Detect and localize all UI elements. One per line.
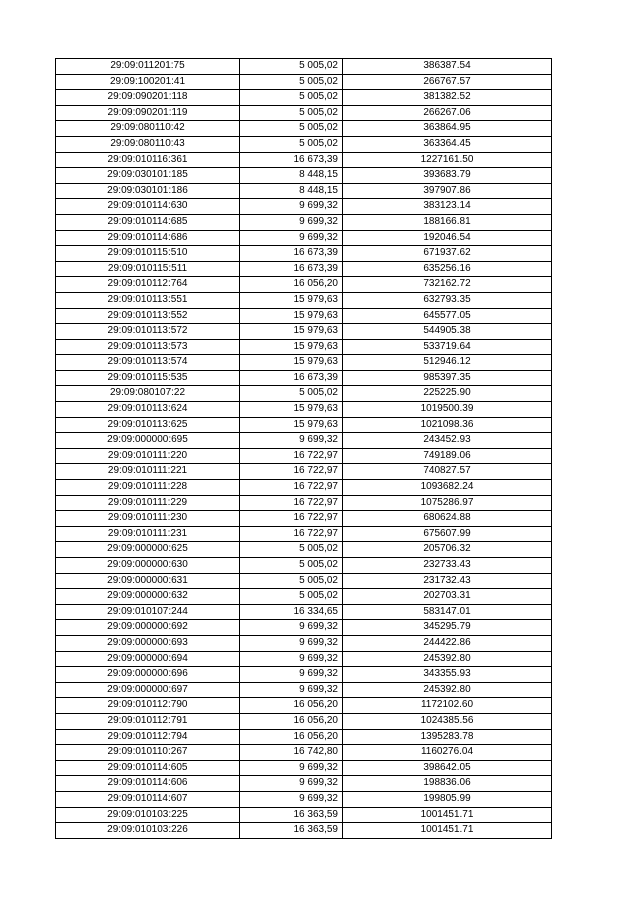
table-row	[56, 651, 552, 667]
value-cell: 1395283.78	[343, 729, 552, 745]
table-row	[56, 339, 552, 355]
cadastral-number-cell: 29:09:000000:630	[56, 558, 240, 574]
value-cell: 202703.31	[343, 589, 552, 605]
rate-cell: 9 699,32	[240, 433, 343, 449]
cadastral-number-cell: 29:09:010111:220	[56, 448, 240, 464]
table-row	[56, 417, 552, 433]
rate-cell: 15 979,63	[240, 355, 343, 371]
table-row	[56, 90, 552, 106]
value-cell: 343355.93	[343, 667, 552, 683]
rate-cell: 5 005,02	[240, 558, 343, 574]
cadastral-number-cell: 29:09:000000:697	[56, 682, 240, 698]
cadastral-number-cell: 29:09:010112:790	[56, 698, 240, 714]
cadastral-number-cell: 29:09:010113:574	[56, 355, 240, 371]
value-cell: 512946.12	[343, 355, 552, 371]
cadastral-number-cell: 29:09:010111:221	[56, 464, 240, 480]
rate-cell: 9 699,32	[240, 620, 343, 636]
cadastral-number-cell: 29:09:010113:572	[56, 324, 240, 340]
value-cell: 635256.16	[343, 261, 552, 277]
table-row	[56, 370, 552, 386]
cadastral-number-cell: 29:09:090201:118	[56, 90, 240, 106]
value-cell: 1024385.56	[343, 713, 552, 729]
cadastral-number-cell: 29:09:000000:632	[56, 589, 240, 605]
value-cell: 1227161.50	[343, 152, 552, 168]
rate-cell: 16 722,97	[240, 495, 343, 511]
value-cell: 345295.79	[343, 620, 552, 636]
table-row	[56, 791, 552, 807]
cadastral-number-cell: 29:09:010114:686	[56, 230, 240, 246]
table-row	[56, 713, 552, 729]
cadastral-number-cell: 29:09:010113:552	[56, 308, 240, 324]
value-cell: 198836.06	[343, 776, 552, 792]
rate-cell: 16 722,97	[240, 511, 343, 527]
rate-cell: 16 673,39	[240, 152, 343, 168]
table-row	[56, 745, 552, 761]
rate-cell: 15 979,63	[240, 292, 343, 308]
value-cell: 245392.80	[343, 682, 552, 698]
value-cell: 645577.05	[343, 308, 552, 324]
value-cell: 1019500.39	[343, 402, 552, 418]
value-cell: 231732.43	[343, 573, 552, 589]
cadastral-number-cell: 29:09:000000:693	[56, 635, 240, 651]
cadastral-number-cell: 29:09:010113:573	[56, 339, 240, 355]
cadastral-number-cell: 29:09:010113:625	[56, 417, 240, 433]
value-cell: 266767.57	[343, 74, 552, 90]
value-cell: 1160276.04	[343, 745, 552, 761]
rate-cell: 16 722,97	[240, 480, 343, 496]
value-cell: 397907.86	[343, 183, 552, 199]
rate-cell: 16 673,39	[240, 261, 343, 277]
table-row	[56, 573, 552, 589]
table-row	[56, 542, 552, 558]
rate-cell: 16 722,97	[240, 526, 343, 542]
value-cell: 232733.43	[343, 558, 552, 574]
value-cell: 243452.93	[343, 433, 552, 449]
value-cell: 1093682.24	[343, 480, 552, 496]
value-cell: 266267.06	[343, 105, 552, 121]
cadastral-number-cell: 29:09:010112:764	[56, 277, 240, 293]
cadastral-number-cell: 29:09:090201:119	[56, 105, 240, 121]
rate-cell: 15 979,63	[240, 339, 343, 355]
table-row	[56, 402, 552, 418]
cadastral-number-cell: 29:09:080110:43	[56, 136, 240, 152]
rate-cell: 5 005,02	[240, 90, 343, 106]
rate-cell: 5 005,02	[240, 589, 343, 605]
value-cell: 386387.54	[343, 59, 552, 75]
rate-cell: 16 722,97	[240, 464, 343, 480]
table-row	[56, 480, 552, 496]
cadastral-number-cell: 29:09:080110:42	[56, 121, 240, 137]
table-row	[56, 308, 552, 324]
rate-cell: 9 699,32	[240, 682, 343, 698]
table-row	[56, 511, 552, 527]
table-row	[56, 214, 552, 230]
value-cell: 732162.72	[343, 277, 552, 293]
rate-cell: 9 699,32	[240, 667, 343, 683]
rate-cell: 16 673,39	[240, 246, 343, 262]
value-cell: 225225.90	[343, 386, 552, 402]
cadastral-number-cell: 29:09:000000:631	[56, 573, 240, 589]
table-row	[56, 355, 552, 371]
cadastral-number-cell: 29:09:010115:511	[56, 261, 240, 277]
rate-cell: 9 699,32	[240, 214, 343, 230]
table-row	[56, 168, 552, 184]
rate-cell: 5 005,02	[240, 121, 343, 137]
cadastral-number-cell: 29:09:010114:606	[56, 776, 240, 792]
data-table	[55, 58, 552, 839]
table-row	[56, 495, 552, 511]
cadastral-number-cell: 29:09:010110:267	[56, 745, 240, 761]
rate-cell: 5 005,02	[240, 542, 343, 558]
table-row	[56, 199, 552, 215]
table-row	[56, 448, 552, 464]
table-row	[56, 292, 552, 308]
rate-cell: 5 005,02	[240, 136, 343, 152]
table-row	[56, 729, 552, 745]
rate-cell: 9 699,32	[240, 230, 343, 246]
cadastral-number-cell: 29:09:010103:226	[56, 823, 240, 839]
cadastral-number-cell: 29:09:000000:695	[56, 433, 240, 449]
rate-cell: 5 005,02	[240, 573, 343, 589]
value-cell: 245392.80	[343, 651, 552, 667]
rate-cell: 5 005,02	[240, 59, 343, 75]
value-cell: 205706.32	[343, 542, 552, 558]
table-row	[56, 682, 552, 698]
cadastral-number-cell: 29:09:010111:229	[56, 495, 240, 511]
table-row	[56, 277, 552, 293]
value-cell: 1075286.97	[343, 495, 552, 511]
value-cell: 363364.45	[343, 136, 552, 152]
table-row	[56, 760, 552, 776]
value-cell: 1001451.71	[343, 807, 552, 823]
rate-cell: 15 979,63	[240, 308, 343, 324]
table-row	[56, 807, 552, 823]
rate-cell: 9 699,32	[240, 776, 343, 792]
cadastral-number-cell: 29:09:030101:186	[56, 183, 240, 199]
rate-cell: 8 448,15	[240, 168, 343, 184]
rate-cell: 9 699,32	[240, 651, 343, 667]
table-row	[56, 121, 552, 137]
rate-cell: 16 363,59	[240, 823, 343, 839]
rate-cell: 9 699,32	[240, 760, 343, 776]
value-cell: 671937.62	[343, 246, 552, 262]
value-cell: 749189.06	[343, 448, 552, 464]
cadastral-number-cell: 29:09:010115:535	[56, 370, 240, 386]
table-row	[56, 823, 552, 839]
cadastral-number-cell: 29:09:010114:607	[56, 791, 240, 807]
value-cell: 188166.81	[343, 214, 552, 230]
value-cell: 533719.64	[343, 339, 552, 355]
rate-cell: 5 005,02	[240, 74, 343, 90]
table-row	[56, 558, 552, 574]
rate-cell: 16 363,59	[240, 807, 343, 823]
value-cell: 381382.52	[343, 90, 552, 106]
rate-cell: 15 979,63	[240, 324, 343, 340]
table-row	[56, 604, 552, 620]
table-row	[56, 74, 552, 90]
rate-cell: 8 448,15	[240, 183, 343, 199]
cadastral-number-cell: 29:09:030101:185	[56, 168, 240, 184]
rate-cell: 16 722,97	[240, 448, 343, 464]
table-row	[56, 230, 552, 246]
cadastral-number-cell: 29:09:010112:794	[56, 729, 240, 745]
rate-cell: 5 005,02	[240, 386, 343, 402]
rate-cell: 9 699,32	[240, 791, 343, 807]
cadastral-number-cell: 29:09:010115:510	[56, 246, 240, 262]
value-cell: 675607.99	[343, 526, 552, 542]
table-row	[56, 246, 552, 262]
value-cell: 192046.54	[343, 230, 552, 246]
cadastral-number-cell: 29:09:010113:624	[56, 402, 240, 418]
cadastral-number-cell: 29:09:010111:228	[56, 480, 240, 496]
table-row	[56, 105, 552, 121]
value-cell: 1001451.71	[343, 823, 552, 839]
table-row	[56, 464, 552, 480]
table-row	[56, 183, 552, 199]
rate-cell: 16 742,80	[240, 745, 343, 761]
cadastral-number-cell: 29:09:011201:75	[56, 59, 240, 75]
value-cell: 199805.99	[343, 791, 552, 807]
table-row	[56, 261, 552, 277]
value-cell: 244422.86	[343, 635, 552, 651]
table-row	[56, 386, 552, 402]
table-row	[56, 698, 552, 714]
table-row	[56, 136, 552, 152]
cadastral-number-cell: 29:09:010111:231	[56, 526, 240, 542]
cadastral-number-cell: 29:09:010114:685	[56, 214, 240, 230]
table-row	[56, 152, 552, 168]
rate-cell: 9 699,32	[240, 635, 343, 651]
value-cell: 544905.38	[343, 324, 552, 340]
cadastral-number-cell: 29:09:010112:791	[56, 713, 240, 729]
value-cell: 632793.35	[343, 292, 552, 308]
cadastral-number-cell: 29:09:000000:696	[56, 667, 240, 683]
rate-cell: 16 334,65	[240, 604, 343, 620]
rate-cell: 16 056,20	[240, 729, 343, 745]
table-row	[56, 776, 552, 792]
value-cell: 398642.05	[343, 760, 552, 776]
cadastral-number-cell: 29:09:010114:605	[56, 760, 240, 776]
table-row	[56, 433, 552, 449]
table-row	[56, 667, 552, 683]
table-row	[56, 635, 552, 651]
table-row	[56, 589, 552, 605]
table-row	[56, 324, 552, 340]
cadastral-number-cell: 29:09:010111:230	[56, 511, 240, 527]
rate-cell: 15 979,63	[240, 402, 343, 418]
rate-cell: 9 699,32	[240, 199, 343, 215]
value-cell: 985397.35	[343, 370, 552, 386]
table-body	[56, 59, 552, 839]
value-cell: 680624.88	[343, 511, 552, 527]
value-cell: 740827.57	[343, 464, 552, 480]
cadastral-number-cell: 29:09:000000:692	[56, 620, 240, 636]
value-cell: 583147.01	[343, 604, 552, 620]
value-cell: 1172102.60	[343, 698, 552, 714]
table-row	[56, 620, 552, 636]
value-cell: 383123.14	[343, 199, 552, 215]
cadastral-number-cell: 29:09:010107:244	[56, 604, 240, 620]
cadastral-number-cell: 29:09:010116:361	[56, 152, 240, 168]
value-cell: 363864.95	[343, 121, 552, 137]
value-cell: 393683.79	[343, 168, 552, 184]
rate-cell: 16 673,39	[240, 370, 343, 386]
table-row	[56, 59, 552, 75]
cadastral-number-cell: 29:09:010103:225	[56, 807, 240, 823]
value-cell: 1021098.36	[343, 417, 552, 433]
cadastral-number-cell: 29:09:080107:22	[56, 386, 240, 402]
cadastral-number-cell: 29:09:000000:625	[56, 542, 240, 558]
table-row	[56, 526, 552, 542]
rate-cell: 16 056,20	[240, 277, 343, 293]
cadastral-number-cell: 29:09:000000:694	[56, 651, 240, 667]
cadastral-number-cell: 29:09:100201:41	[56, 74, 240, 90]
rate-cell: 16 056,20	[240, 698, 343, 714]
cadastral-number-cell: 29:09:010114:630	[56, 199, 240, 215]
rate-cell: 5 005,02	[240, 105, 343, 121]
cadastral-number-cell: 29:09:010113:551	[56, 292, 240, 308]
rate-cell: 16 056,20	[240, 713, 343, 729]
rate-cell: 15 979,63	[240, 417, 343, 433]
